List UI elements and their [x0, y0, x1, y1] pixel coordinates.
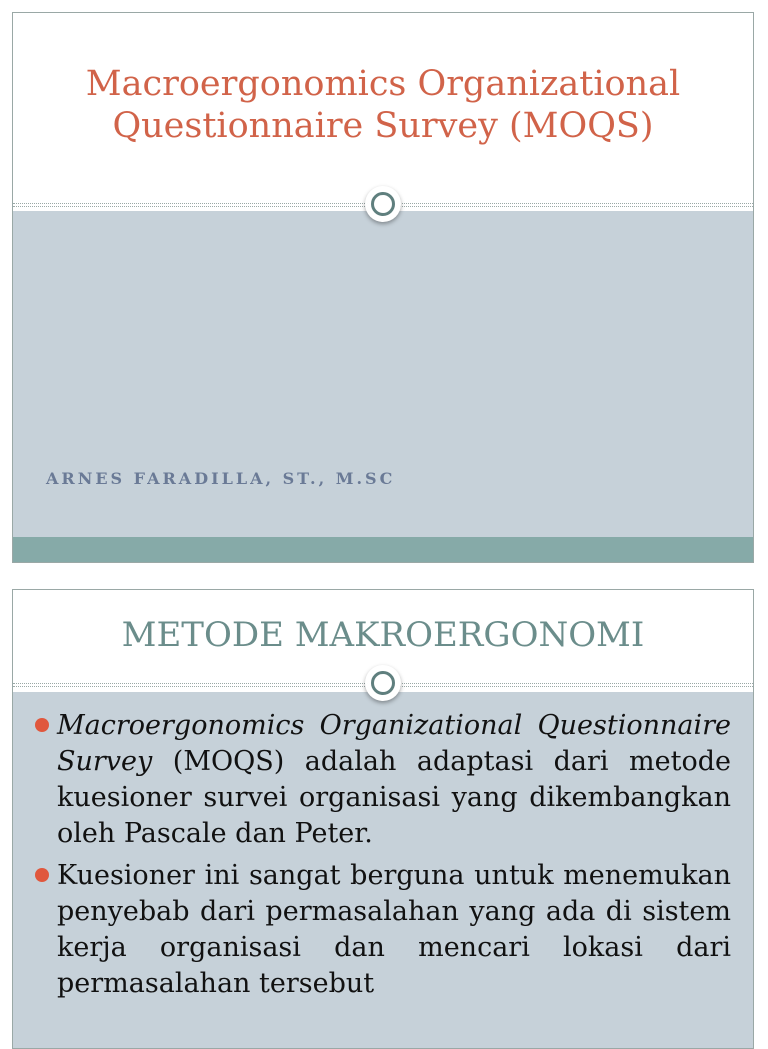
title-line-1: Macroergonomics Organizational: [85, 64, 681, 104]
list-item: [33, 708, 731, 852]
bullet-text: Kuesioner ini sangat berguna untuk menemukan penyebab dari permasalahan yang ada di sistem kerja organisasi dan mencari lokasi dari permasalahan tersebut: [57, 860, 731, 999]
circle-ornament-icon: [365, 665, 401, 701]
bullet-text: (MOQS) adalah adaptasi dari metode kuesioner survei organisasi yang dikembangkan oleh Pascale dan Peter.: [57, 746, 731, 849]
title-slide: [12, 12, 754, 563]
slide-title: [53, 63, 713, 147]
footer-bar: [13, 537, 753, 563]
circle-ornament-icon: [365, 186, 401, 222]
bullet-italic-text: Macroergonomics Organizational Questionnaire Survey: [57, 710, 731, 777]
bullet-list: [33, 708, 731, 1008]
bullet-dot-icon: [35, 868, 49, 882]
subtitle-panel: [13, 211, 753, 537]
bullet-dot-icon: [35, 718, 49, 732]
title-line-2: Questionnaire Survey (MOQS): [112, 106, 654, 146]
slide-heading: METODE MAKROERGONOMI: [121, 615, 645, 655]
list-item: [33, 858, 731, 1002]
content-slide: [12, 589, 754, 1049]
author-name: ARNES FARADILLA, ST., M.SC: [46, 469, 396, 488]
